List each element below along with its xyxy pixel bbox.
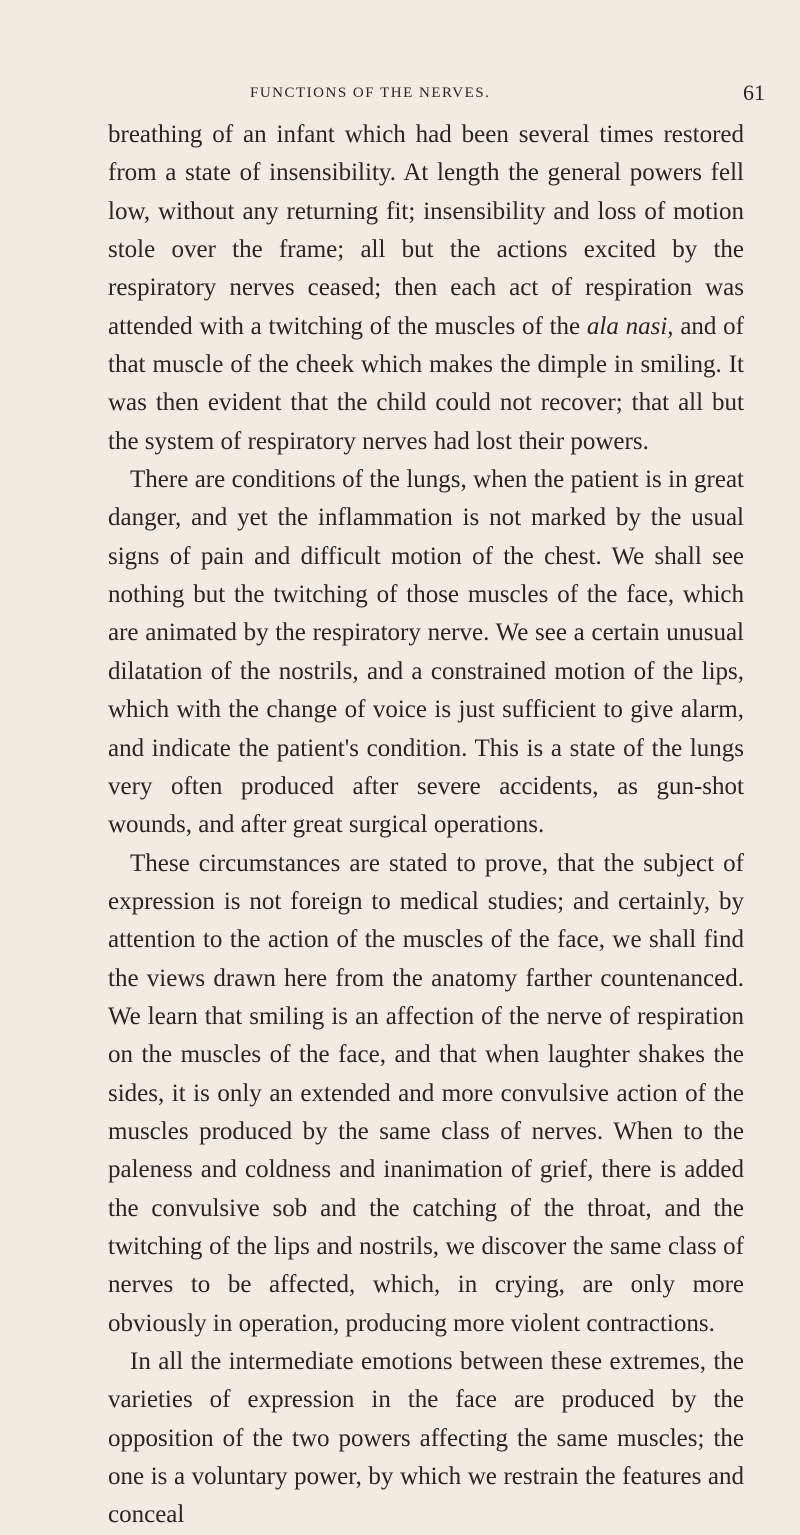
paragraph-1-text-a: breathing of an infant which had been several times restored from a state of insensibility. At length the general powers fell low, without any returning fit; insensibility and loss of motion stole over the frame; all but the actions excited by the respiratory nerves ceased; then each act of respiration was attended with a twitching of the muscles of the [108,121,744,340]
paragraph-1-text-c: , and of that muscle of the cheek which makes the dimple in smiling. It was then evident that the child could not recover; that all but the system of respiratory nerves had lost their powers. [108,312,745,455]
paragraph-1-latin-term: ala nasi [586,312,668,340]
paragraph-4: In all the intermediate emotions between these extremes, the varieties of expression in the face are produced by the opposition of the two powers affecting the same muscles; the one is a voluntary power, by which we restrain the features and conceal [108,1348,744,1529]
body-text [108,116,744,1535]
page-number: 61 [743,80,765,105]
paragraph-2: There are conditions of the lungs, when the patient is in great danger, and yet the inflammation is not marked by the usual signs of pain and difficult motion of the chest. We shall see nothing but the twitching of those muscles of the face, which are animated by the respiratory nerve. We see a certain unusual dilatation of the nostrils, and a constrained motion of the lips, which with the change of voice is just sufficient to give alarm, and indicate the patient's condition. This is a state of the lungs very often produced after severe accidents, as gun-shot wounds, and after great surgical operations. [108,466,744,839]
paragraph-3: These circumstances are stated to prove, that the subject of expression is not foreign to medical studies; and certainly, by attention to the action of the muscles of the face, we shall find the views drawn here from the anatomy farther countenanced. We learn that smiling is an affection of the nerve of respiration on the muscles of the face, and that when laughter shakes the sides, it is only an extended and more convulsive action of the muscles produced by the same class of nerves. When to the paleness and coldness and inanimation of grief, there is added the convulsive sob and the catching of the throat, and the twitching of the lips and nostrils, we discover the same class of nerves to be affected, which, in crying, are only more obviously in operation, producing more violent contractions. [108,849,744,1337]
running-head: FUNCTIONS OF THE NERVES. [250,85,491,101]
paragraph-1 [108,116,744,461]
